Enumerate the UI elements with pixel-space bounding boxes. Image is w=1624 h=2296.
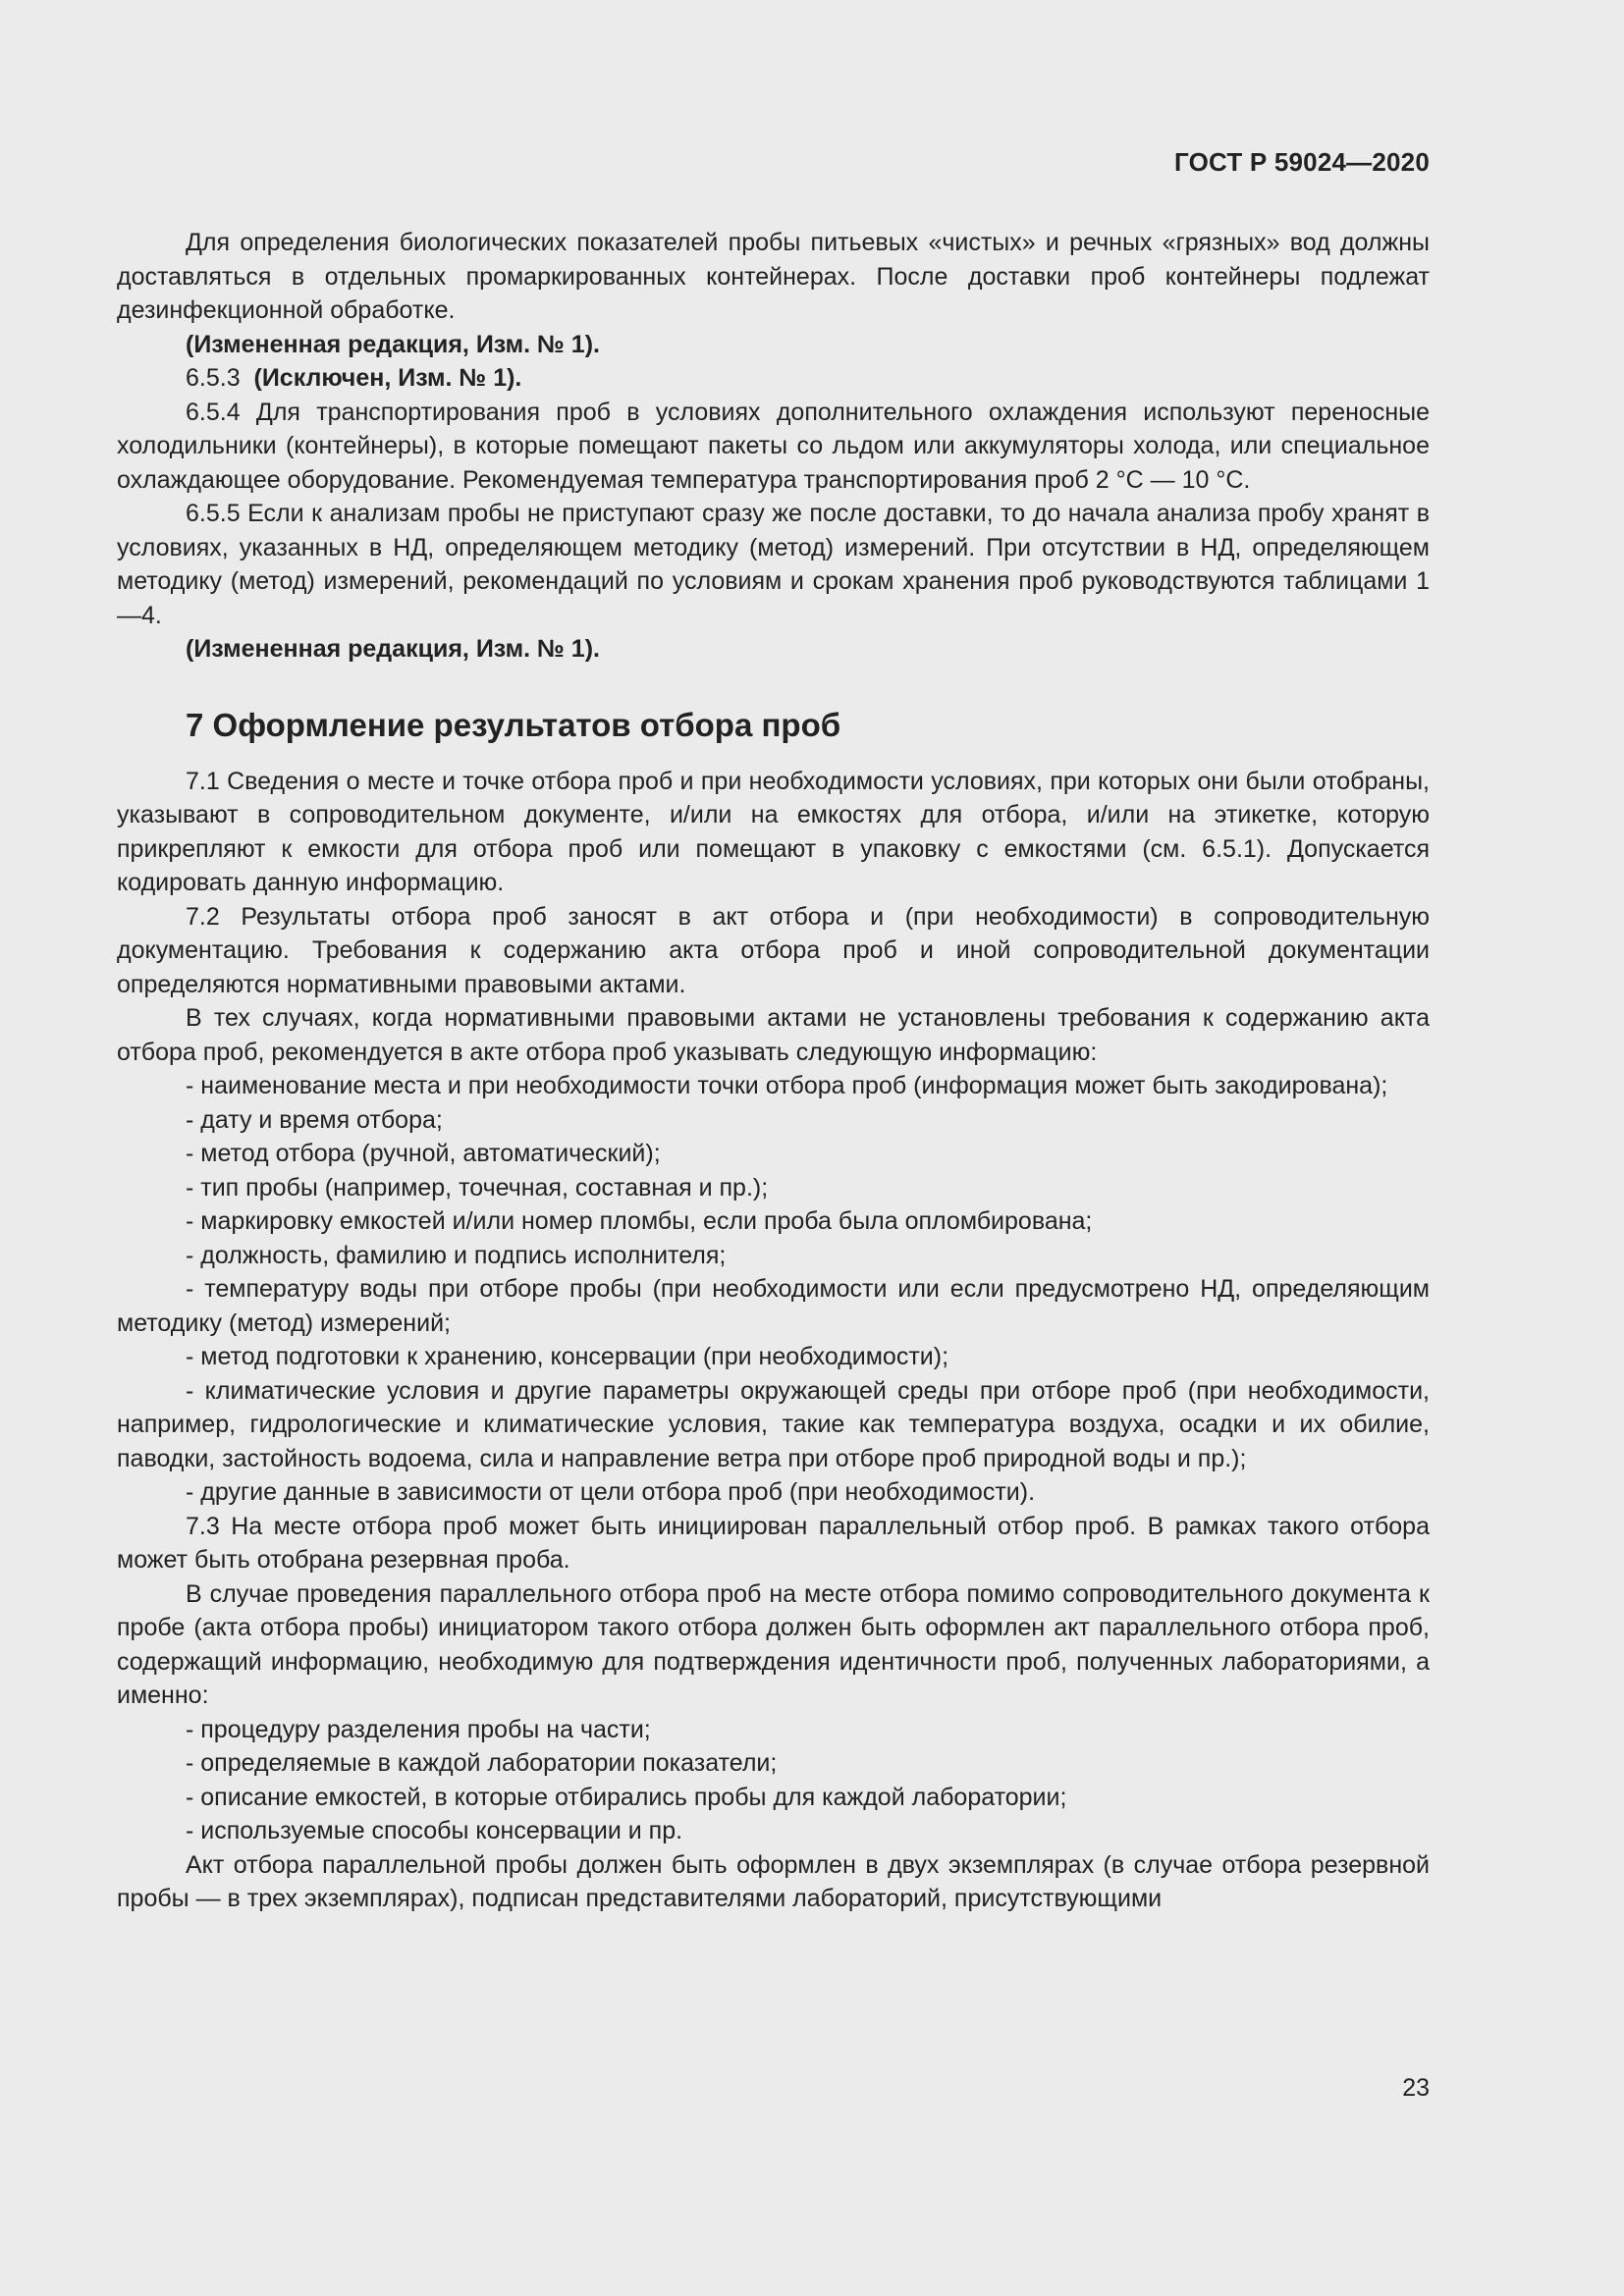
list-item: - климатические условия и другие параметры окружающей среды при отборе проб (при необходимости, например, гидрологические и климатические условия, такие как температура воздуха, осадки и их обилие, паводки, застойность водоема, сила и направление ветра при отборе проб природной воды и пр.); bbox=[117, 1376, 1430, 1472]
clause-number: 6.5.3 bbox=[186, 364, 241, 392]
section-title: Оформление результатов отбора проб bbox=[212, 706, 841, 743]
list-item: - описание емкостей, в которые отбирались пробы для каждой лаборатории; bbox=[186, 1783, 1067, 1811]
paragraph-act-info-intro: В тех случаях, когда нормативными правовыми актами не установлены требования к содержанию акта отбора проб, рекомендуется в акте отбора проб указывать следующую информацию: bbox=[117, 1004, 1430, 1066]
clause-6-5-4 bbox=[117, 396, 1430, 498]
document-body bbox=[117, 226, 1430, 1916]
list-item: - используемые способы консервации и пр. bbox=[186, 1817, 683, 1844]
list-item: - определяемые в каждой лаборатории показатели; bbox=[186, 1749, 778, 1777]
list-item: - метод отбора (ручной, автоматический); bbox=[186, 1140, 661, 1167]
section-number: 7 bbox=[186, 706, 204, 743]
list-item: - метод подготовки к хранению, консервации (при необходимости); bbox=[186, 1343, 949, 1370]
amendment-note: (Измененная редакция, Изм. № 1). bbox=[186, 330, 600, 358]
clause-7-3: 7.3 На месте отбора проб может быть инициирован параллельный отбор проб. В рамках такого отбора может быть отобрана резервная проба. bbox=[117, 1512, 1430, 1574]
clause-7-1: 7.1 Сведения о месте и точке отбора проб и при необходимости условиях, при которых они были отобраны, указывают в сопроводительном документе, и/или на емкостях для отбора, и/или на этикетке, которую прикрепляют к емкости для отбора проб или помещают в упаковку с емкостями (см. 6.5.1). Допускается кодировать данную информацию. bbox=[117, 767, 1430, 896]
paragraph-biological-samples: Для определения биологических показателей пробы питьевых «чистых» и речных «грязных» вод должны доставляться в отдельных промаркированных контейнерах. После доставки проб контейнеры подлежат дезинфекционной обработке. bbox=[117, 229, 1430, 324]
clause-text: Для транспортирования проб в условиях дополнительного охлаждения используют переносные холодильники (контейнеры), в которые помещают пакеты со льдом или аккумуляторы холода, или специальное охлаждающее оборудование. Рекомендуемая температура транспортирования проб 2 °С — 10 °С. bbox=[117, 398, 1430, 494]
list-item: - процедуру разделения пробы на части; bbox=[186, 1715, 651, 1743]
list-item: - маркировку емкостей и/или номер пломбы, если проба была опломбирована; bbox=[186, 1207, 1093, 1235]
clause-text: (Исключен, Изм. № 1). bbox=[253, 364, 522, 392]
list-item: - дату и время отбора; bbox=[186, 1105, 443, 1134]
paragraph-parallel-sampling: В случае проведения параллельного отбора проб на месте отбора помимо сопроводительного документа к пробе (акта отбора пробы) инициатором такого отбора должен быть оформлен акт параллельного отбора проб, содержащий информацию, необходимую для подтверждения идентичности проб, полученных лабораториями, а именно: bbox=[117, 1579, 1430, 1709]
page-number: 23 bbox=[1402, 2074, 1430, 2102]
clause-6-5-5 bbox=[117, 497, 1430, 632]
standard-designation: ГОСТ Р 59024—2020 bbox=[1174, 147, 1430, 177]
list-item: - температуру воды при отборе пробы (при необходимости или если предусмотрено НД, определяющим методику (метод) измерений; bbox=[117, 1275, 1430, 1337]
list-item: - другие данные в зависимости от цели отбора проб (при необходимости). bbox=[186, 1478, 1036, 1506]
amendment-note: (Измененная редакция, Изм. № 1). bbox=[186, 635, 600, 663]
list-item: - наименование места и при необходимости точки отбора проб (информация может быть закодирована); bbox=[186, 1072, 1388, 1099]
clause-number: 6.5.4 bbox=[186, 398, 241, 426]
clause-text: Если к анализам пробы не приступают сразу же после доставки, то до начала анализа пробу хранят в условиях, указанных в НД, определяющем методику (метод) измерений. При отсутствии в НД, определяющем методику (метод) измерений, рекомендаций по условиям и срокам хранения проб руководствуются таблицами 1—4. bbox=[117, 500, 1430, 629]
paragraph-parallel-act: Акт отбора параллельной пробы должен быть оформлен в двух экземплярах (в случае отбора резервной пробы — в трех экземплярах), подписан представителями лабораторий, присутствующими bbox=[117, 1850, 1430, 1912]
section-heading bbox=[117, 706, 1430, 745]
list-item: - должность, фамилию и подпись исполнителя; bbox=[186, 1241, 727, 1269]
clause-number: 6.5.5 bbox=[186, 500, 241, 527]
list-item: - тип пробы (например, точечная, составная и пр.); bbox=[186, 1173, 769, 1201]
clause-7-2: 7.2 Результаты отбора проб заносят в акт отбора и (при необходимости) в сопроводительную документацию. Требования к содержанию акта отбора проб и иной сопроводительной документации определяются нормативными правовыми актами. bbox=[117, 902, 1430, 998]
clause-6-5-3 bbox=[117, 361, 1430, 396]
